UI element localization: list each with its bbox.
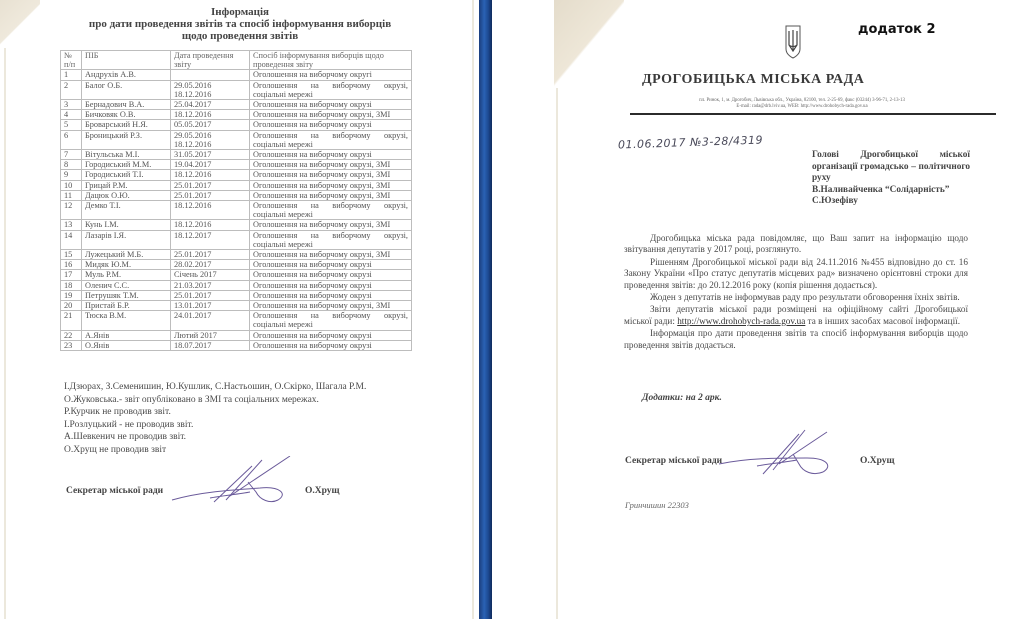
executor-note: Гринчишин 22303: [625, 500, 689, 510]
header-date: Дата проведення звіту: [171, 51, 250, 70]
cell-name: Бичковяк О.В.: [82, 110, 171, 120]
signature-name: О.Хрущ: [860, 456, 895, 466]
notes-block: [64, 381, 366, 457]
page-edge: [4, 48, 6, 619]
cell-method: Оголошення на виборчому окрузі, ЗМІ: [250, 301, 412, 311]
cell-method: Оголошення на виборчому окрузі, ЗМІ: [250, 160, 412, 170]
signature-title: Секретар міської ради: [66, 486, 164, 496]
cell-name: Городиський Т.І.: [82, 170, 171, 180]
paragraph: Жоден з депутатів не інформував раду про результати обговорення їхніх звітів.: [650, 292, 960, 303]
table-row: [61, 270, 412, 280]
letter-body: [624, 233, 968, 352]
cell-name: Бернадович В.А.: [82, 100, 171, 110]
cell-num: 21: [61, 311, 82, 330]
recipient-line: Голові Дрогобицької міської організації громадсько – політичного руху: [812, 150, 970, 183]
cell-date: Лютий 2017: [171, 330, 250, 340]
cell-num: 4: [61, 110, 82, 120]
cell-method: Оголошення на виборчому окрузі, соціальні мережі: [250, 130, 412, 149]
cell-method: Оголошення на виборчому окрузі, ЗМІ: [250, 180, 412, 190]
cell-name: Мидяк Ю.М.: [82, 260, 171, 270]
paragraph: Інформація про дати проведення звітів та спосіб інформування виборців щодо проведення звітів додається.: [624, 328, 968, 350]
council-name: ДРОГОБИЦЬКА МІСЬКА РАДА: [642, 72, 865, 87]
note-line: Р.Курчик не проводив звіт.: [64, 407, 171, 418]
note-line: О.Хрущ не проводив звіт: [64, 444, 167, 455]
registration-number: 01.06.2017 №3-28/4319: [617, 133, 764, 152]
cell-method: Оголошення на виборчому окрузі: [250, 120, 412, 130]
header-method: Спосіб інформування виборців щодо проведення звіту: [250, 51, 412, 70]
page-fold-corner: [0, 0, 40, 50]
cell-name: А.Янів: [82, 330, 171, 340]
table-row: [61, 201, 412, 220]
cell-method: Оголошення на виборчому окрузі: [250, 330, 412, 340]
paragraph: Рішенням Дрогобицької міської ради від 24.11.2016 №455 відповідно до ст. 16 Закону України «Про статус депутатів місцевих рад» визначено орієнтовні строки для проведення звітів: до 20.12.2016 року (копія рішення додається).: [624, 256, 968, 290]
note-line: І.Розлуцький - не проводив звіт.: [64, 419, 194, 430]
cell-method: Оголошення на виборчому окрузі: [250, 270, 412, 280]
cell-num: 6: [61, 130, 82, 149]
cell-num: 3: [61, 100, 82, 110]
cell-name: Тюска В.М.: [82, 311, 171, 330]
cell-num: 19: [61, 290, 82, 300]
table-row: [61, 80, 412, 99]
table-row: [61, 70, 412, 80]
note-line: О.Жуковська.- звіт опубліковано в ЗМІ та соціальних мережах.: [64, 394, 319, 405]
cell-date: 05.05.2017: [171, 120, 250, 130]
cell-name: О.Янів: [82, 340, 171, 350]
cell-date: 29.05.2016 18.12.2016: [171, 130, 250, 149]
page-edge: [472, 0, 474, 619]
cell-method: Оголошення на виборчому окрузі: [250, 280, 412, 290]
table-row: [61, 110, 412, 120]
info-subtitle: про дати проведення звітів та спосіб інформування виборців: [88, 18, 392, 30]
cell-method: Оголошення на виборчому окрузі, ЗМІ: [250, 190, 412, 200]
cell-name: Дацюк О.Ю.: [82, 190, 171, 200]
cell-method: Оголошення на виборчому окрузі, ЗМІ: [250, 170, 412, 180]
cell-method: Оголошення на виборчому окрузі, соціальні мережі: [250, 80, 412, 99]
recipient-line: В.Наливайченка “Солідарність”: [812, 184, 950, 195]
cell-num: 17: [61, 270, 82, 280]
info-title: Інформація: [211, 6, 269, 18]
cell-date: [171, 70, 250, 80]
table-header-row: [61, 51, 412, 70]
cell-name: Грицай Р.М.: [82, 180, 171, 190]
left-document-page: [0, 0, 478, 619]
cell-num: 5: [61, 120, 82, 130]
cell-date: 18.12.2016: [171, 220, 250, 230]
cell-num: 7: [61, 150, 82, 160]
table-row: [61, 250, 412, 260]
table-row: [61, 311, 412, 330]
cell-date: 13.01.2017: [171, 301, 250, 311]
recipient-line: С.Юзефіву: [812, 196, 858, 206]
table-row: [61, 220, 412, 230]
attachments-note: Додатки: на 2 арк.: [642, 393, 722, 403]
cell-name: Пристай Б.Р.: [82, 301, 171, 311]
note-line: А.Шевкенич не проводив звіт.: [64, 432, 187, 443]
cell-num: 16: [61, 260, 82, 270]
cell-name: Лазарів І.Я.: [82, 230, 171, 249]
contact-line: E-mail: rada@drb.lviv.ua, WEB: http://www.drohobych-rada.gov.ua: [736, 104, 868, 109]
cell-method: Оголошення на виборчому окрузі, ЗМІ: [250, 250, 412, 260]
cell-num: 20: [61, 301, 82, 311]
cell-name: Андрухів А.В.: [82, 70, 171, 80]
cell-name: Броварський Н.Я.: [82, 120, 171, 130]
cell-num: 11: [61, 190, 82, 200]
cell-num: 15: [61, 250, 82, 260]
cell-num: 22: [61, 330, 82, 340]
table-row: [61, 120, 412, 130]
page-divider: [479, 0, 492, 619]
table-row: [61, 340, 412, 350]
cell-date: 31.05.2017: [171, 150, 250, 160]
table-row: [61, 170, 412, 180]
cell-date: 25.01.2017: [171, 250, 250, 260]
annex-label: додаток 2: [858, 22, 936, 37]
handwritten-signature: [717, 428, 847, 478]
cell-method: Оголошення на виборчому окрузі: [250, 260, 412, 270]
cell-method: Оголошення на виборчому окрузі, соціальні мережі: [250, 201, 412, 220]
page-fold-corner: [554, 0, 624, 90]
cell-name: Оленич С.С.: [82, 280, 171, 290]
cell-date: 25.01.2017: [171, 290, 250, 300]
cell-num: 23: [61, 340, 82, 350]
table-row: [61, 100, 412, 110]
cell-name: Петрушяк Т.М.: [82, 290, 171, 300]
cell-date: 19.04.2017: [171, 160, 250, 170]
cell-method: Оголошення на виборчому окрузі, ЗМІ: [250, 110, 412, 120]
cell-date: 25.01.2017: [171, 180, 250, 190]
cell-date: 28.02.2017: [171, 260, 250, 270]
cell-name: Балог О.Б.: [82, 80, 171, 99]
paragraph-text: Звіти депутатів міської ради розміщені на офіційному сайті Дрогобицької міської ради:: [624, 304, 968, 326]
cell-date: 18.12.2016: [171, 110, 250, 120]
cell-date: 29.05.2016 18.12.2016: [171, 80, 250, 99]
header-name: ПІБ: [82, 51, 171, 70]
table-row: [61, 180, 412, 190]
cell-name: Вітульська М.І.: [82, 150, 171, 160]
signature-name: О.Хрущ: [305, 486, 340, 496]
cell-method: Оголошення на виборчому окрузі, соціальні мережі: [250, 311, 412, 330]
cell-date: 18.12.2016: [171, 201, 250, 220]
info-subtitle-2: щодо проведення звітів: [181, 30, 299, 42]
cell-date: 21.03.2017: [171, 280, 250, 290]
cell-name: Лужецький М.Б.: [82, 250, 171, 260]
cell-num: 2: [61, 80, 82, 99]
note-line: І.Дзюрах, З.Семенишин, Ю.Кушлик, С.Настьошин, О.Скірко, Шагала Р.М.: [64, 382, 367, 392]
table-row: [61, 330, 412, 340]
cell-method: Оголошення на виборчому окрузі: [250, 290, 412, 300]
cell-date: 18.12.2016: [171, 170, 250, 180]
cell-name: Кунь І.М.: [82, 220, 171, 230]
cell-name: Броницький Р.З.: [82, 130, 171, 149]
cell-method: Оголошення на виборчому окрузі: [250, 340, 412, 350]
cell-num: 1: [61, 70, 82, 80]
reports-table: [60, 50, 412, 351]
letterhead-rule: [630, 113, 996, 115]
trident-emblem-icon: [785, 25, 801, 59]
table-row: [61, 150, 412, 160]
website-link[interactable]: http://www.drohobych-rada.gov.ua: [677, 315, 806, 326]
cell-date: 25.04.2017: [171, 100, 250, 110]
cell-name: Городиський М.М.: [82, 160, 171, 170]
cell-method: Оголошення на виборчому округі: [250, 70, 412, 80]
table-row: [61, 290, 412, 300]
cell-num: 12: [61, 201, 82, 220]
cell-name: Муль Р.М.: [82, 270, 171, 280]
cell-date: 24.01.2017: [171, 311, 250, 330]
paragraph-text: та в інших засобах масової інформації.: [807, 315, 961, 326]
table-row: [61, 160, 412, 170]
cell-name: Демко Т.І.: [82, 201, 171, 220]
address-line: пл. Ринок, 1, м. Дрогобич, Львівська обл., Україна, 82100, тел. 2-25-69, факс (03244) 3-96-71, 2-13-13: [699, 98, 905, 103]
table-row: [61, 280, 412, 290]
cell-date: 18.12.2017: [171, 230, 250, 249]
handwritten-signature: [170, 456, 300, 506]
table-row: [61, 190, 412, 200]
page-edge: [556, 88, 558, 619]
table-row: [61, 130, 412, 149]
table-row: [61, 260, 412, 270]
cell-num: 8: [61, 160, 82, 170]
paragraph: Дрогобицька міська рада повідомляє, що Ваш запит на інформацію щодо звітування депутатів у 2017 році, розглянуто.: [624, 233, 968, 255]
cell-num: 14: [61, 230, 82, 249]
cell-date: 18.07.2017: [171, 340, 250, 350]
table-row: [61, 301, 412, 311]
cell-method: Оголошення на виборчому окрузі: [250, 100, 412, 110]
cell-date: 25.01.2017: [171, 190, 250, 200]
cell-method: Оголошення на виборчому окрузі, соціальні мережі: [250, 230, 412, 249]
paragraph-with-link: [624, 304, 968, 327]
cell-method: Оголошення на виборчому окрузі, ЗМІ: [250, 220, 412, 230]
header-num: № п/п: [61, 51, 82, 70]
cell-date: Січень 2017: [171, 270, 250, 280]
cell-method: Оголошення на виборчому окрузі: [250, 150, 412, 160]
cell-num: 10: [61, 180, 82, 190]
cell-num: 18: [61, 280, 82, 290]
right-document-page: [492, 0, 1024, 619]
cell-num: 9: [61, 170, 82, 180]
cell-num: 13: [61, 220, 82, 230]
recipient-block: [812, 150, 970, 208]
table-row: [61, 230, 412, 249]
signature-title: Секретар міської ради: [625, 456, 723, 466]
